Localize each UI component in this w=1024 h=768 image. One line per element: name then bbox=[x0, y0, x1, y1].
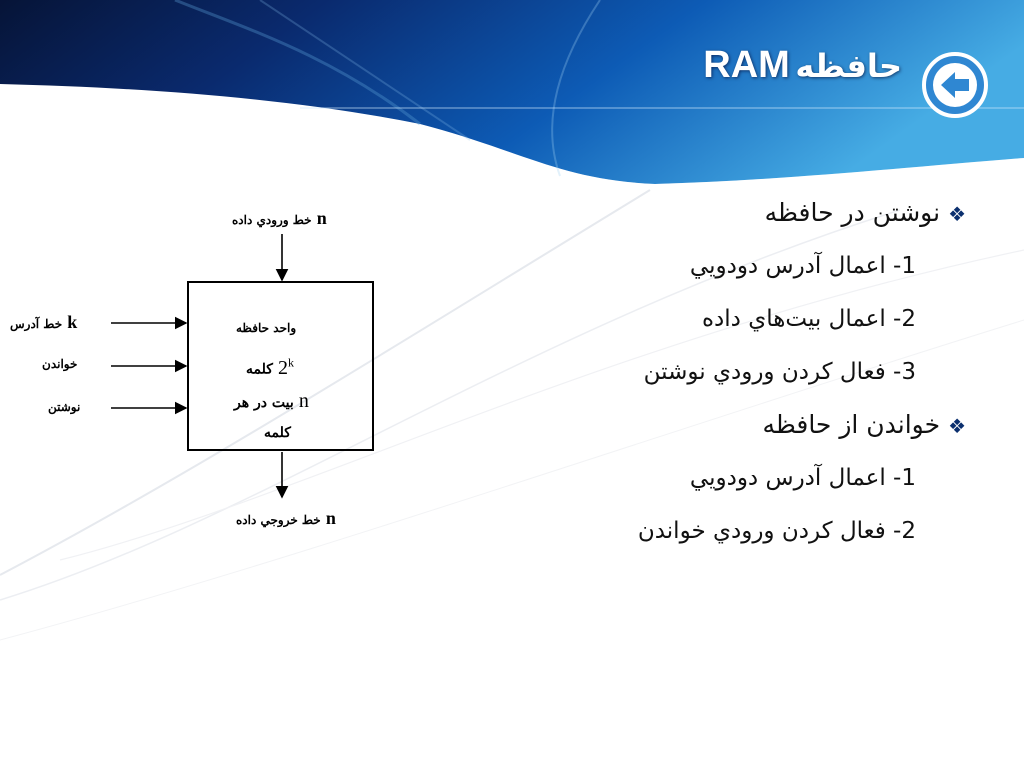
bullet-subitem bbox=[506, 508, 966, 561]
diamond-bullet-icon: ❖ bbox=[948, 202, 966, 226]
bullet-subitem bbox=[506, 455, 966, 508]
data-input-label: n خط ورودي داده bbox=[232, 208, 327, 228]
bullet-text: 2- فعال كردن ورودي خواندن bbox=[637, 518, 916, 544]
bullet-text: 3- فعال كردن ورودي نوشتن bbox=[643, 359, 916, 385]
memory-unit-title: واحد حافظه bbox=[236, 321, 297, 335]
bullet-text: 1- اعمال آدرس دودويي bbox=[689, 465, 916, 491]
bits-per-word-label-2: كلمه bbox=[264, 425, 291, 441]
bullet-text: نوشتن در حافظه bbox=[764, 198, 941, 227]
write-label: نوشتن bbox=[48, 400, 81, 414]
data-output-label: n خط خروجي داده bbox=[236, 508, 336, 528]
word-count-label: 2$^k$ كلمه bbox=[246, 355, 294, 379]
bullet-item bbox=[506, 402, 966, 455]
bullet-item bbox=[506, 190, 966, 243]
bullet-subitem bbox=[506, 243, 966, 296]
bullet-text: 2- اعمال بيت‌هاي داده bbox=[702, 306, 916, 332]
title-latin: RAM bbox=[703, 44, 790, 86]
address-label: k خط آدرس bbox=[10, 312, 78, 332]
slide-title bbox=[703, 44, 902, 87]
bullet-list bbox=[506, 190, 966, 561]
bullet-text: خواندن از حافظه bbox=[762, 410, 941, 439]
bullet-text: 1- اعمال آدرس دودويي bbox=[689, 253, 916, 279]
bullet-subitem bbox=[506, 349, 966, 402]
bullet-subitem bbox=[506, 296, 966, 349]
diamond-bullet-icon: ❖ bbox=[948, 414, 966, 438]
arrow-left-circle-icon bbox=[920, 50, 990, 120]
title-word: حافظه bbox=[795, 47, 902, 85]
back-button[interactable] bbox=[920, 50, 990, 120]
bits-per-word-label: n بيت در هر bbox=[234, 390, 309, 412]
read-label: خواندن bbox=[42, 357, 78, 371]
